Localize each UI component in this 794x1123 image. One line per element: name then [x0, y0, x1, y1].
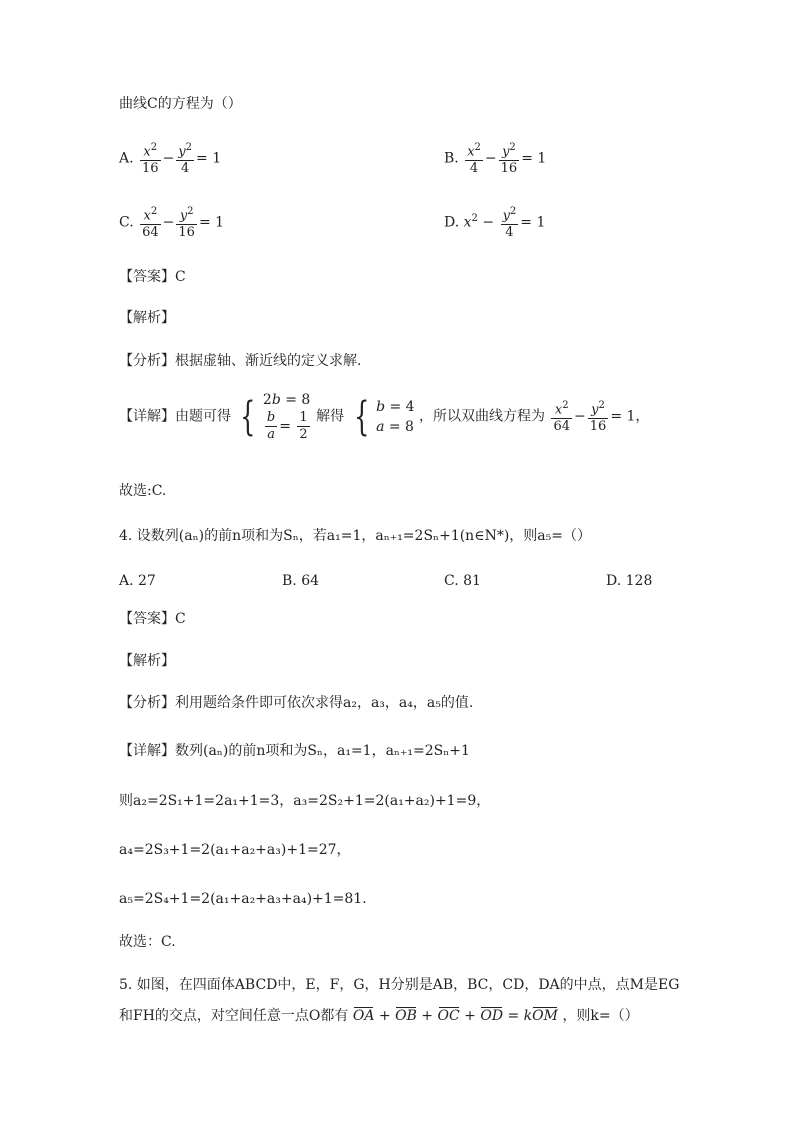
q5-stem-line-1: 5. 如图，在四面体ABCD中，E，F，G，H分别是AB，BC，CD，DA的中点，点M是EG — [119, 977, 680, 993]
q4-stem: 4. 设数列(aₙ)的前n项和为Sₙ，若a₁=1，aₙ₊₁=2Sₙ+1(n∈N*)，则a₅=（） — [119, 528, 591, 544]
q4-step-2: a₄=2S₃+1=2(a₁+a₂+a₃)+1=27， — [119, 842, 351, 858]
q3-fenxi: 【分析】根据虚轴、渐近线的定义求解. — [119, 353, 362, 369]
q4-option-b: B. 64 — [282, 573, 320, 589]
q4-analysis-heading: 【解析】 — [119, 653, 175, 669]
q3-option-d: D. $x^2$ − $\frac{y^2}{4}$ = 1 — [444, 206, 546, 241]
equation-system-2: b = 4 a = 8 — [376, 398, 415, 435]
q4-answer: 【答案】C — [119, 611, 186, 627]
q3-analysis-heading: 【解析】 — [119, 310, 175, 326]
q3-option-c: C. $\frac{x^2}{64}$ − $\frac{y^2}{16}$ = 1 — [119, 206, 225, 241]
option-label: A. — [119, 150, 134, 167]
q4-step-1: 则a₂=2S₁+1=2a₁+1=3，a₃=2S₂+1=2(a₁+a₂)+1=9， — [119, 793, 491, 809]
q5-stem-line-2 — [119, 1006, 639, 1026]
q4-conclusion: 故选：C. — [119, 934, 176, 950]
equation-system-1: 2b = 8 $\frac{b}{a}$ = $\frac{1}{2}$ — [262, 392, 311, 442]
q4-option-a: A. 27 — [119, 573, 156, 589]
option-label: D. — [444, 214, 460, 231]
q5-stem-line-2-suffix: ，则k=（） — [562, 1008, 639, 1024]
q4-xiangjie: 【详解】数列(aₙ)的前n项和为Sₙ，a₁=1，aₙ₊₁=2Sₙ+1 — [119, 743, 470, 759]
vector-equation: OA + OB + OC + OD = kOM — [352, 1008, 558, 1024]
xiangjie-prefix: 【详解】由题可得 — [119, 408, 231, 425]
q4-option-c: C. 81 — [444, 573, 481, 589]
xiangjie-mid: 解得 — [316, 408, 345, 425]
q3-option-a: A. $\frac{x^2}{16}$ − $\frac{y^2}{4}$ = 1 — [119, 142, 222, 177]
q3-stem: 曲线C的方程为（） — [119, 96, 242, 112]
q5-stem-line-2-prefix: 和FH的交点，对空间任意一点O都有 — [119, 1008, 349, 1024]
q4-option-d: D. 128 — [606, 573, 653, 589]
q3-answer: 【答案】C — [119, 269, 186, 285]
option-label: B. — [444, 150, 459, 167]
option-label: C. — [119, 214, 134, 231]
q3-conclusion: 故选:C. — [119, 483, 167, 499]
q4-step-3: a₅=2S₄+1=2(a₁+a₂+a₃+a₄)+1=81. — [119, 891, 367, 907]
q4-fenxi: 【分析】利用题给条件即可依次求得a₂，a₃，a₄，a₅的值. — [119, 695, 474, 711]
xiangjie-after: ，所以双曲线方程为 — [419, 408, 546, 425]
q3-xiangjie: 【详解】由题可得 { 2b = 8 $\frac{b}{a}$ = $\frac{1}{2}$ 解得 { b = 4 a = 8 ，所以双曲线方程为 $\frac{x^2}{64}$ − $\frac{y^2}{16}$ = 1， — [119, 392, 650, 442]
q3-option-b: B. $\frac{x^2}{4}$ − $\frac{y^2}{16}$ = 1 — [444, 142, 547, 177]
